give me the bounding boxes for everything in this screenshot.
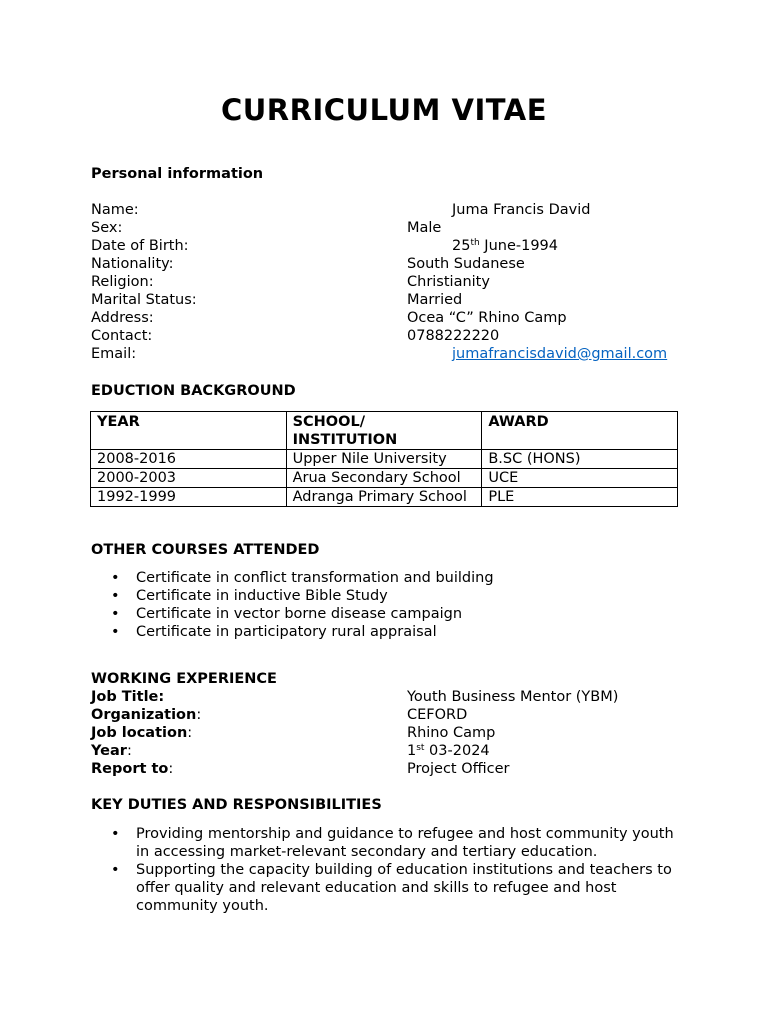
email-link[interactable]: jumafrancisdavid@gmail.com [452, 346, 668, 362]
field-value: Christianity [407, 274, 490, 290]
cell-award: UCE [482, 469, 678, 488]
table-row [91, 488, 678, 507]
field-marital-status [91, 291, 691, 309]
personal-info-heading: Personal information [91, 166, 264, 182]
bullet-icon: • [111, 588, 120, 604]
field-address [91, 309, 691, 327]
cell-award: PLE [482, 488, 678, 507]
cell-school: Adranga Primary School [286, 488, 482, 507]
cell-school: Upper Nile University [286, 450, 482, 469]
bullet-icon: • [111, 606, 120, 622]
education-heading: EDUCTION BACKGROUND [91, 383, 296, 399]
list-item: • Certificate in inductive Bible Study [111, 588, 388, 604]
field-value: 25th June-1994 [452, 238, 559, 254]
list-item: • Certificate in participatory rural appraisal [111, 624, 437, 640]
field-organization [91, 706, 691, 724]
column-header-year: YEAR [91, 412, 287, 450]
education-table [90, 411, 678, 507]
courses-list [91, 569, 681, 641]
table-row [91, 469, 678, 488]
field-value: South Sudanese [407, 256, 525, 272]
experience-heading: WORKING EXPERIENCE [91, 671, 277, 687]
field-email [91, 345, 691, 363]
field-label: Sex: [91, 220, 123, 236]
column-header-school: SCHOOL/ INSTITUTION [286, 412, 482, 450]
field-value: CEFORD [407, 707, 468, 723]
cell-award: B.SC (HONS) [482, 450, 678, 469]
list-item: • Supporting the capacity building of education institutions and teachers to offer quality and relevant education and skills to refugee and host community youth. [111, 862, 672, 914]
bullet-icon: • [111, 862, 120, 878]
field-value: Youth Business Mentor (YBM) [407, 689, 619, 705]
field-sex [91, 219, 691, 237]
field-label: Religion: [91, 274, 154, 290]
bullet-icon: • [111, 624, 120, 640]
field-label: Address: [91, 310, 154, 326]
table-row [91, 450, 678, 469]
field-religion [91, 273, 691, 291]
list-item: • Certificate in vector borne disease campaign [111, 606, 463, 622]
list-item: • Certificate in conflict transformation and building [111, 570, 494, 586]
field-job-title [91, 688, 691, 706]
field-label: Organization: [91, 707, 202, 723]
field-value: 0788222220 [407, 328, 500, 344]
field-year [91, 742, 691, 760]
column-header-award: AWARD [482, 412, 678, 450]
field-label: Name: [91, 202, 139, 218]
field-job-location [91, 724, 691, 742]
field-value: Juma Francis David [452, 202, 591, 218]
field-name [91, 201, 691, 219]
cell-year: 2008-2016 [91, 450, 287, 469]
cell-year: 1992-1999 [91, 488, 287, 507]
duties-list [91, 825, 681, 915]
document-title: CURRICULUM VITAE [220, 93, 548, 127]
field-value: Male [407, 220, 442, 236]
field-value: Rhino Camp [407, 725, 496, 741]
cell-year: 2000-2003 [91, 469, 287, 488]
duties-heading: KEY DUTIES AND RESPONSIBILITIES [91, 797, 382, 813]
field-nationality [91, 255, 691, 273]
field-label: Contact: [91, 328, 153, 344]
field-contact [91, 327, 691, 345]
field-label: Job location: [91, 725, 193, 741]
field-date-of-birth [91, 237, 691, 255]
field-value: Ocea “C” Rhino Camp [407, 310, 567, 326]
bullet-icon: • [111, 570, 120, 586]
field-value: Project Officer [407, 761, 510, 777]
courses-heading: OTHER COURSES ATTENDED [91, 542, 320, 558]
field-label: Year: [91, 743, 132, 759]
field-report-to [91, 760, 691, 778]
table-header-row [91, 412, 678, 450]
field-label: Nationality: [91, 256, 174, 272]
field-value: Married [407, 292, 463, 308]
cell-school: Arua Secondary School [286, 469, 482, 488]
field-value: 1st 03-2024 [407, 743, 490, 759]
field-label: Email: [91, 346, 137, 362]
list-item: • Providing mentorship and guidance to refugee and host community youth in accessing market-relevant secondary and tertiary education. [111, 826, 674, 860]
field-label: Marital Status: [91, 292, 197, 308]
field-label: Date of Birth: [91, 238, 189, 254]
field-label: Report to: [91, 761, 174, 777]
field-label: Job Title: [91, 689, 165, 705]
bullet-icon: • [111, 826, 120, 842]
